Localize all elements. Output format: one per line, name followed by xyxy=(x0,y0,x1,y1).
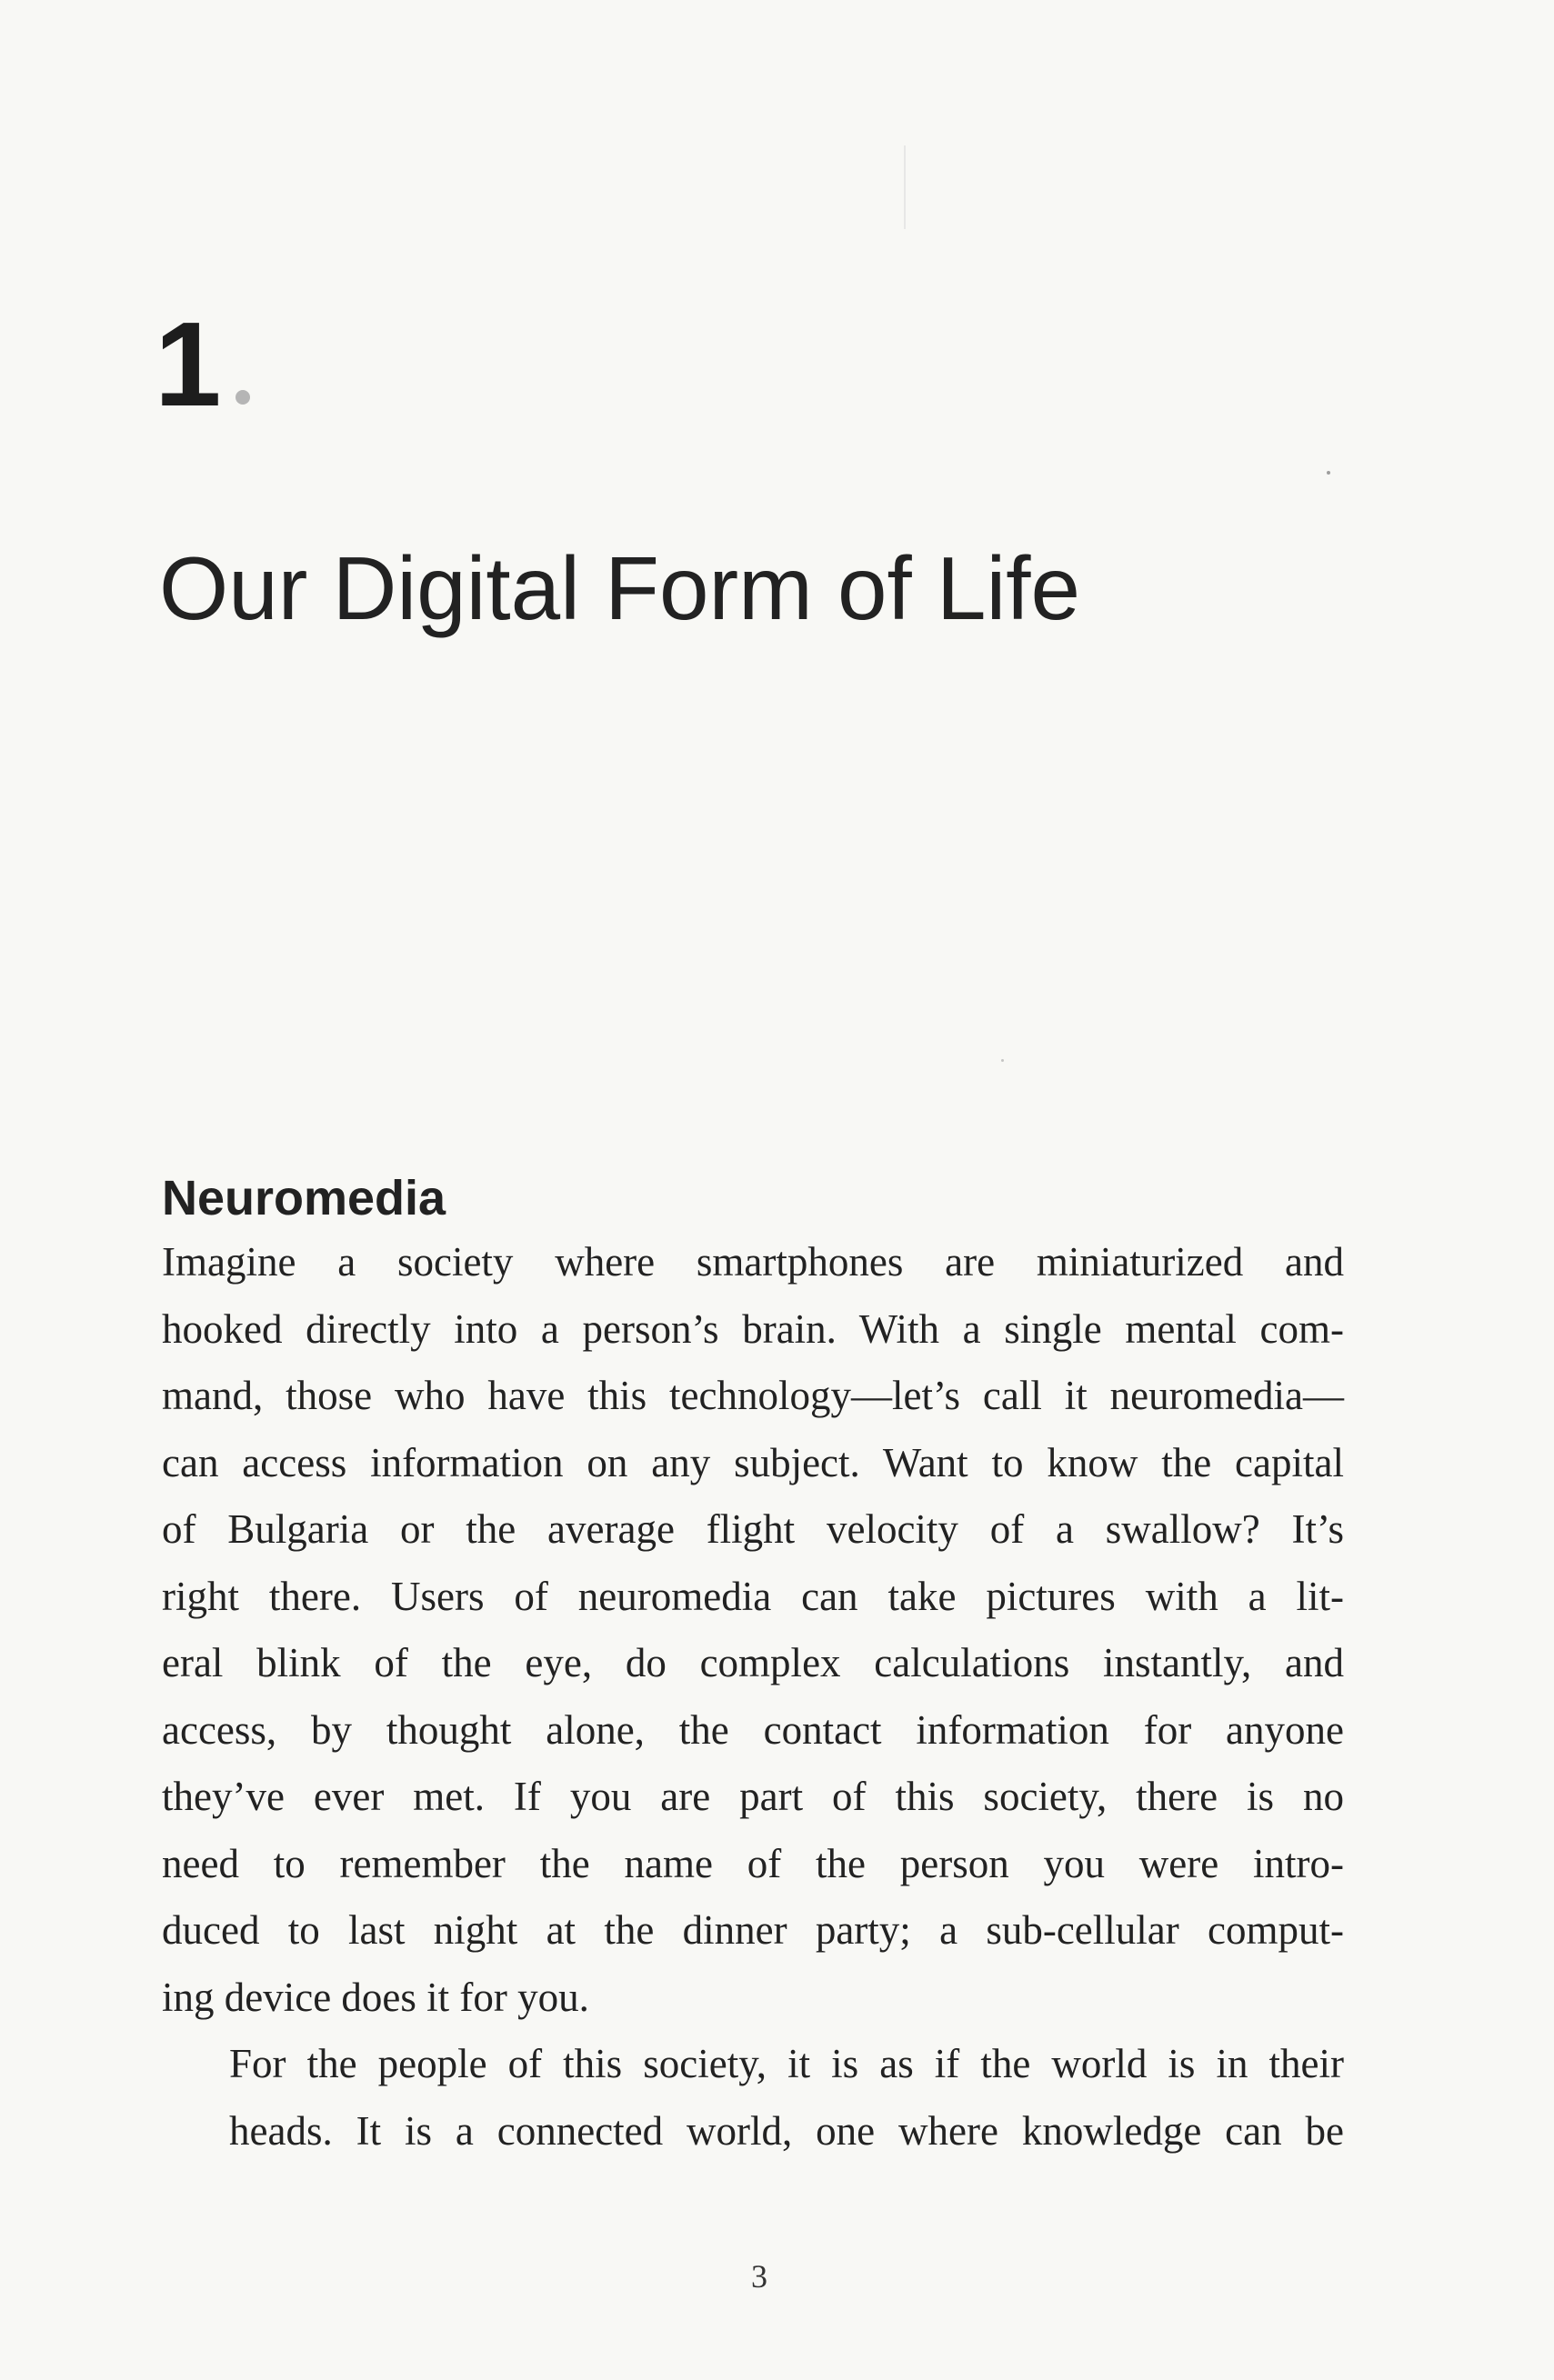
paragraph xyxy=(162,1229,1344,2031)
text-line: For the people of this society, it is as if the world is in their xyxy=(229,2041,1344,2086)
text-line: heads. It is a connected world, one where knowledge can be xyxy=(229,2107,1344,2154)
text-line: duced to last night at the dinner party; a sub-cellular comput- xyxy=(162,1907,1344,1953)
text-line: access, by thought alone, the contact information for anyone xyxy=(162,1706,1344,1753)
chapter-number: 1 xyxy=(155,297,222,431)
scan-artifact-line xyxy=(904,145,906,229)
text-line: mand, those who have this technology—let’s call it neuromedia— xyxy=(162,1373,1344,1418)
text-line: right there. Users of neuromedia can take pictures with a lit- xyxy=(162,1573,1344,1619)
text-line: Imagine a society where smartphones are miniaturized and xyxy=(162,1239,1344,1285)
scan-artifact-dot xyxy=(1327,471,1330,475)
body-text xyxy=(162,1229,1344,2165)
text-line: eral blink of the eye, do complex calculations instantly, and xyxy=(162,1640,1344,1685)
page-number: 3 xyxy=(751,2258,767,2295)
text-line: of Bulgaria or the average flight velocity of a swallow? It’s xyxy=(162,1506,1344,1552)
text-line: hooked directly into a person’s brain. With a single mental com- xyxy=(162,1305,1344,1352)
text-line: ing device does it for you. xyxy=(162,1974,589,2020)
text-line: need to remember the name of the person you were intro- xyxy=(162,1840,1344,1886)
text-line: they’ve ever met. If you are part of this society, there is no xyxy=(162,1774,1344,1819)
paragraph xyxy=(162,2031,1344,2165)
scan-artifact-dot xyxy=(1001,1059,1004,1062)
chapter-title: Our Digital Form of Life xyxy=(159,537,1080,638)
chapter-number-dot xyxy=(236,390,250,405)
section-heading: Neuromedia xyxy=(162,1170,446,1225)
text-line: can access information on any subject. Want to know the capital xyxy=(162,1439,1344,1485)
